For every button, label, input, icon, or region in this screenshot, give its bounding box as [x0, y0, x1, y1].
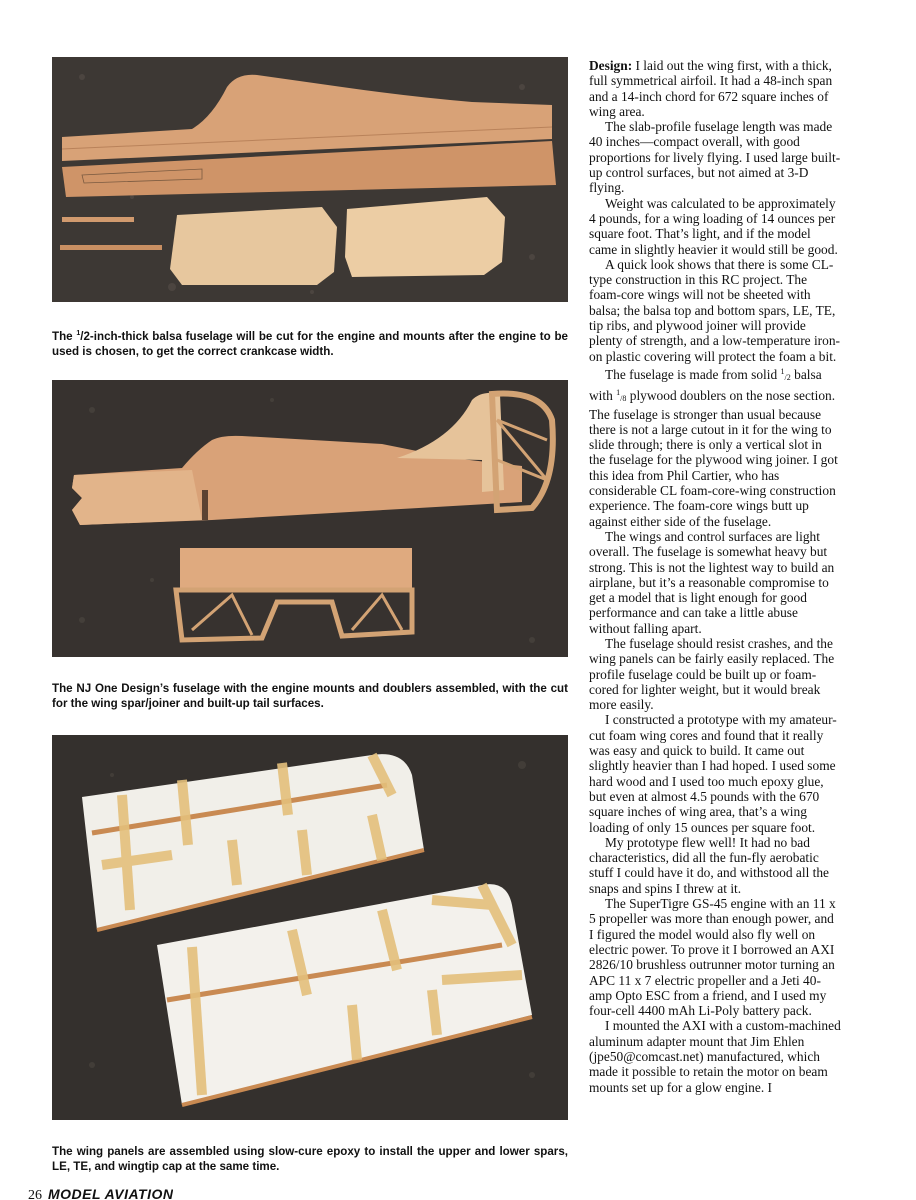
caption-photo-2: The NJ One Design’s fuselage with the engine mounts and doublers assembled, with the cut for the wing spar/joiner and built-up tail surfaces.	[52, 682, 568, 710]
page-folio	[28, 1186, 173, 1200]
paragraph-fuselage-material	[589, 364, 841, 529]
caption-1-fraction-numerator: 1	[76, 330, 81, 337]
paragraph-axi-mount: I mounted the AXI with a custom-machined aluminum adapter mount that Jim Ehlen (jpe50@comcast.net) manufactured, which made it possible to retain the motor on beam mounts set up for a glow engine. I	[589, 1018, 841, 1095]
caption-photo-1	[52, 326, 568, 359]
paragraph-crashes: The fuselage should resist crashes, and the wing panels can be fairly easily replaced. The profile fuselage could be built up or foam-cored for lighter weight, but it would break more easily.	[589, 635, 835, 713]
paragraph-fuselage-material-b: balsa with	[589, 366, 822, 404]
fraction-eighth	[616, 388, 626, 403]
paragraph-wings-light: The wings and control surfaces are light overall. The fuselage is somewhat heavy but strong. This is not the lightest way to build an airplane, but it’s a reasonable compromise to get a model that is light enough for good performance and can take a little abuse without falling apart.	[589, 528, 835, 636]
paragraph-fuselage-material-a: The fuselage is made from solid	[605, 366, 781, 382]
fraction-half-num: 1	[780, 366, 785, 376]
caption-photo-3: The wing panels are assembled using slow-cure epoxy to install the upper and lower spars, LE, TE, and wingtip cap at the same time.	[52, 1145, 568, 1173]
magazine-name: MODEL AVIATION	[48, 1186, 174, 1200]
paragraph-engine: The SuperTigre GS-45 engine with an 11 x 5 propeller was more than enough power, and I figured the model would also fly well on electric power. To prove it I borrowed an AXI 2826/10 brushless outrunner motor turning an APC 11 x 7 electric propeller and a Jeti 40-amp Opto ESC from a friend, and I used my four-cell 4400 mAh Li-Poly battery pack.	[589, 896, 836, 1019]
paragraph-fuselage-length: The slab-profile fuselage length was made 40 inches—compact overall, with good proportions for lively flying. I used large built-up control surfaces, but not aimed at 3-D flying.	[589, 119, 841, 196]
paragraph-weight: Weight was calculated to be approximately 4 pounds, for a wing loading of 14 ounces per square foot. That’s light, and if the model came in slightly heavier it would still be good.	[589, 195, 838, 257]
photo-wing-panels	[52, 735, 568, 1120]
paragraph-flew-well: My prototype flew well! It had no bad characteristics, did all the fun-fly aerobatic stuff I could have it do, and withstood all the snaps and spins I threw at it.	[589, 834, 829, 896]
caption-1-text: /2-inch-thick balsa fuselage will be cut for the engine and mounts after the engine to be used is chosen, to get the correct crankcase width.	[52, 330, 568, 358]
paragraph-design-text: I laid out the wing first, with a thick, full symmetrical airfoil. It had a 48-inch span and a 14-inch chord for 672 square inches of wing area.	[589, 58, 833, 119]
page-number: 26	[28, 1188, 42, 1200]
photo-fuselage-assembled	[52, 380, 568, 657]
fraction-eighth-den: /8	[620, 394, 627, 404]
paragraph-construction: A quick look shows that there is some CL-type construction in this RC project. The foam-core wings will not be sheeted with balsa; the balsa top and bottom spars, LE, TE, tip ribs, and plywood joiner will provide plenty of strength, and a low-temperature iron-on plastic covering will protect the foam a bit.	[589, 256, 840, 364]
paragraph-fuselage-material-c: plywood doublers on the nose section. The fuselage is stronger than usual because there is not a large cutout in it for the wing to slide through; there is only a vertical slot in the fuselage for the plywood wing joiner. I got this idea from Phil Cartier, who has considerable CL foam-core-wing construction experience. The foam-core wings butt up against either side of the fuselage.	[589, 388, 838, 529]
caption-1-prefix: The	[52, 330, 77, 343]
fraction-eighth-num: 1	[616, 388, 621, 398]
photo-balsa-fuselage	[52, 57, 568, 302]
article-body	[589, 58, 841, 1095]
fraction-half	[781, 367, 791, 382]
section-heading-design: Design:	[589, 58, 633, 73]
paragraph-design	[589, 58, 841, 119]
paragraph-prototype: I constructed a prototype with my amateur-cut foam wing cores and found that it really was easy and quick to build. It came out slightly heavier than I had hoped. I used some hard wood and I used too much epoxy glue, but even at almost 4.5 pounds with the 670 square inches of wing area, that’s a wing loading of only 15 ounces per square foot.	[589, 712, 837, 835]
fraction-half-den: /2	[784, 372, 791, 382]
